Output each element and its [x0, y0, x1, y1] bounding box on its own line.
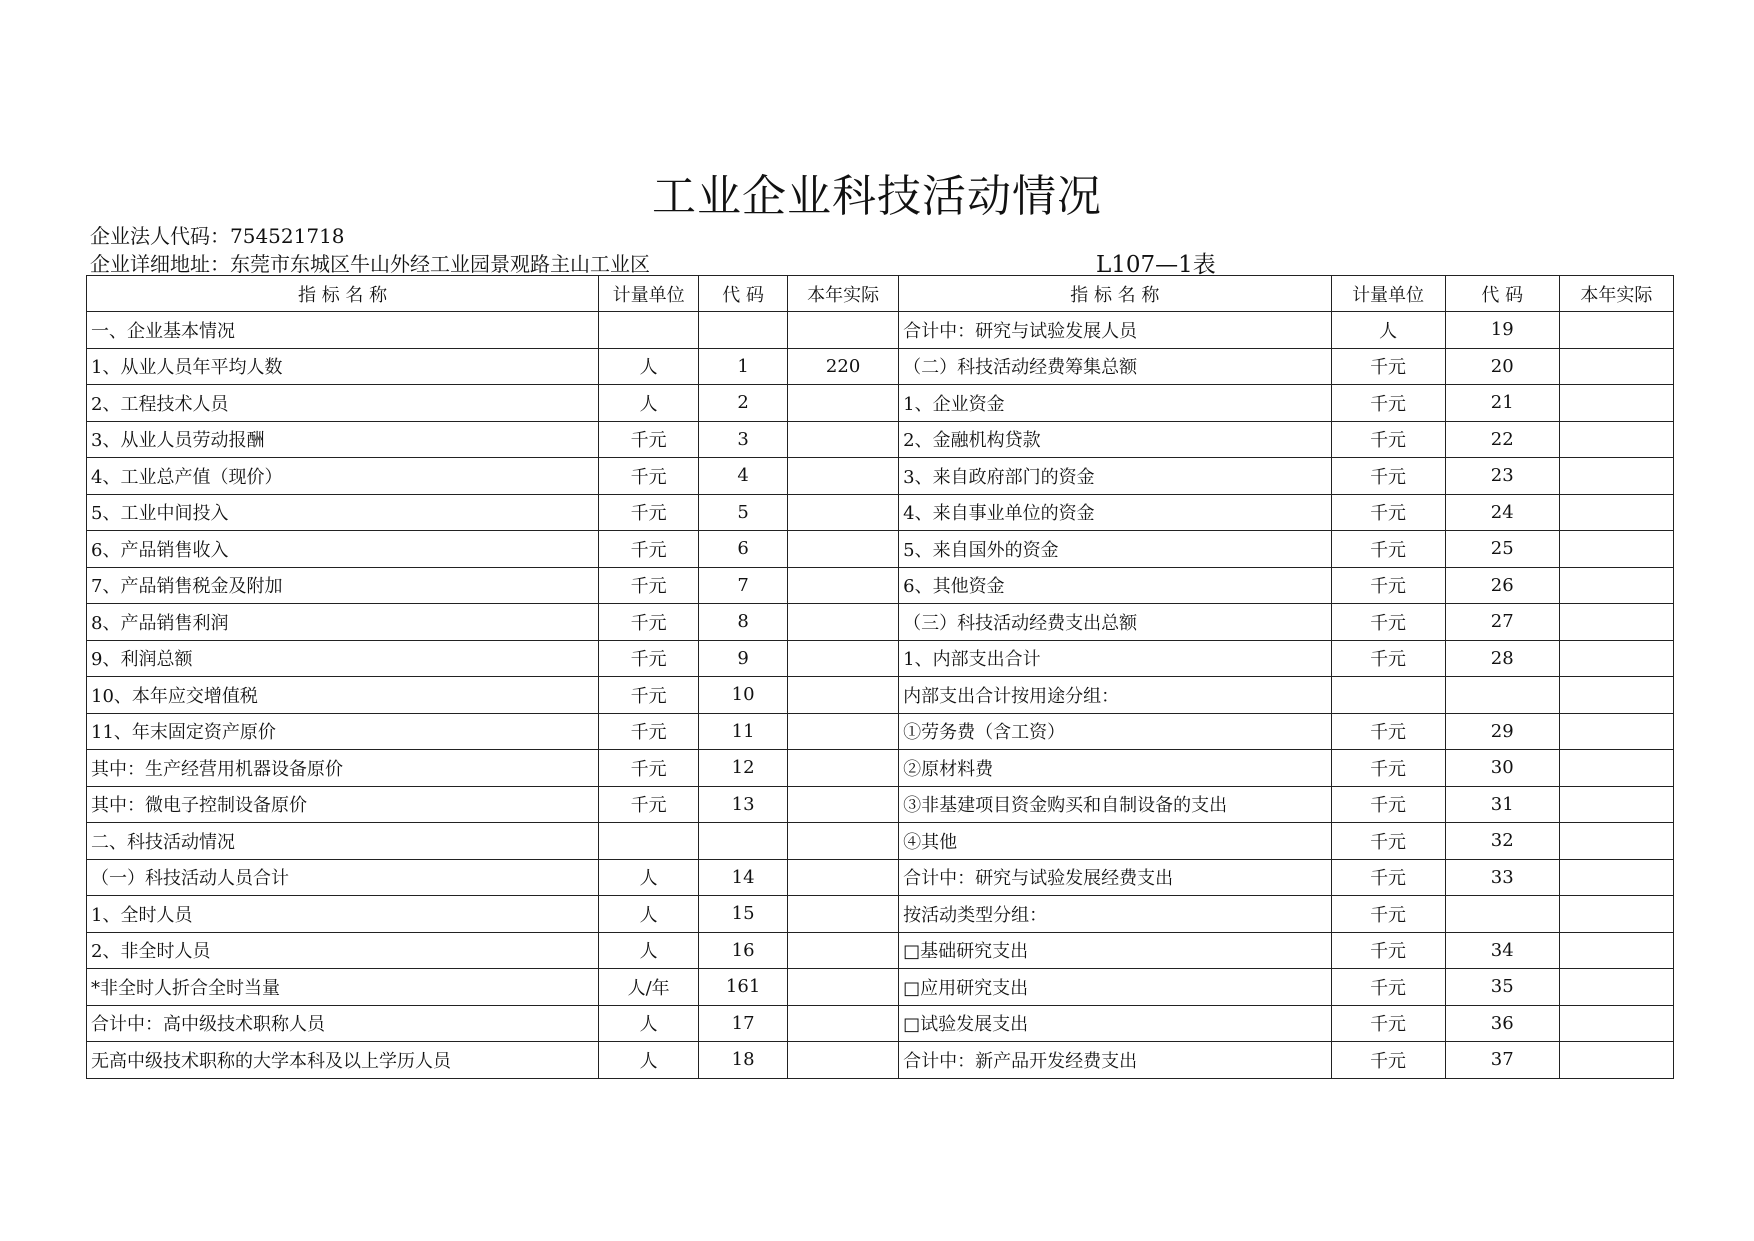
row-code-right: 34 — [1445, 932, 1559, 969]
row-code-right — [1445, 896, 1559, 933]
row-unit — [599, 823, 699, 860]
row-code-right: 22 — [1445, 421, 1559, 458]
row-indicator-name-right: 4、来自事业单位的资金 — [899, 494, 1331, 531]
row-actual-value-right[interactable] — [1559, 421, 1673, 458]
row-actual-value-right[interactable] — [1559, 677, 1673, 714]
table-row — [87, 1042, 1674, 1079]
row-indicator-name: 无高中级技术职称的大学本科及以上学历人员 — [87, 1042, 599, 1079]
row-indicator-name: （一）科技活动人员合计 — [87, 859, 599, 896]
table-row — [87, 348, 1674, 385]
row-code-right: 20 — [1445, 348, 1559, 385]
row-indicator-name-right: 内部支出合计按用途分组： — [899, 677, 1331, 714]
row-unit-right: 千元 — [1331, 348, 1445, 385]
row-code: 14 — [699, 859, 788, 896]
row-code-right — [1445, 677, 1559, 714]
form-number: L107—1表 — [1096, 252, 1216, 278]
row-indicator-name: 二、科技活动情况 — [87, 823, 599, 860]
row-indicator-name: 5、工业中间投入 — [87, 494, 599, 531]
table-row — [87, 859, 1674, 896]
row-indicator-name-right: □基础研究支出 — [899, 932, 1331, 969]
row-indicator-name: 2、工程技术人员 — [87, 385, 599, 422]
row-code: 18 — [699, 1042, 788, 1079]
row-code-right: 27 — [1445, 604, 1559, 641]
table-row — [87, 786, 1674, 823]
row-unit: 人 — [599, 859, 699, 896]
row-unit-right: 千元 — [1331, 458, 1445, 495]
row-unit: 千元 — [599, 494, 699, 531]
row-unit-right: 千元 — [1331, 969, 1445, 1006]
header-unit: 计量单位 — [599, 276, 699, 312]
table-row — [87, 1005, 1674, 1042]
row-indicator-name: 3、从业人员劳动报酬 — [87, 421, 599, 458]
row-unit-right: 千元 — [1331, 713, 1445, 750]
row-unit: 千元 — [599, 750, 699, 787]
row-indicator-name: 8、产品销售利润 — [87, 604, 599, 641]
row-actual-value-right[interactable] — [1559, 385, 1673, 422]
row-unit-right: 千元 — [1331, 750, 1445, 787]
row-actual-value[interactable] — [788, 786, 899, 823]
table-row — [87, 823, 1674, 860]
table-row — [87, 312, 1674, 349]
header-code: 代 码 — [699, 276, 788, 312]
table-row — [87, 750, 1674, 787]
row-actual-value[interactable] — [788, 750, 899, 787]
row-indicator-name-right: 合计中：研究与试验发展经费支出 — [899, 859, 1331, 896]
row-code: 9 — [699, 640, 788, 677]
row-code: 15 — [699, 896, 788, 933]
table-header-row — [87, 276, 1674, 312]
table-row — [87, 896, 1674, 933]
row-actual-value-right[interactable] — [1559, 567, 1673, 604]
row-unit: 千元 — [599, 677, 699, 714]
row-code-right: 37 — [1445, 1042, 1559, 1079]
row-indicator-name-right: 合计中：新产品开发经费支出 — [899, 1042, 1331, 1079]
row-unit: 人/年 — [599, 969, 699, 1006]
row-code-right: 29 — [1445, 713, 1559, 750]
table-row — [87, 713, 1674, 750]
row-code: 16 — [699, 932, 788, 969]
row-actual-value-right[interactable] — [1559, 531, 1673, 568]
row-unit-right: 千元 — [1331, 932, 1445, 969]
row-indicator-name-right: 按活动类型分组： — [899, 896, 1331, 933]
row-code-right: 31 — [1445, 786, 1559, 823]
row-actual-value[interactable] — [788, 896, 899, 933]
row-code-right: 24 — [1445, 494, 1559, 531]
header-indicator-name: 指 标 名 称 — [87, 276, 599, 312]
enterprise-address-label: 企业详细地址： — [90, 252, 230, 276]
row-code: 5 — [699, 494, 788, 531]
row-code: 6 — [699, 531, 788, 568]
row-actual-value[interactable] — [788, 677, 899, 714]
row-unit: 千元 — [599, 567, 699, 604]
row-actual-value-right[interactable] — [1559, 750, 1673, 787]
row-actual-value-right[interactable] — [1559, 896, 1673, 933]
row-unit-right: 千元 — [1331, 823, 1445, 860]
row-code: 8 — [699, 604, 788, 641]
row-indicator-name: 1、从业人员年平均人数 — [87, 348, 599, 385]
table-row — [87, 494, 1674, 531]
indicator-table — [86, 275, 1674, 1079]
enterprise-address-value: 东莞市东城区牛山外经工业园景观路主山工业区 — [230, 252, 650, 276]
row-actual-value-right[interactable] — [1559, 713, 1673, 750]
row-actual-value[interactable] — [788, 421, 899, 458]
row-actual-value-right[interactable] — [1559, 1005, 1673, 1042]
header-actual: 本年实际 — [788, 276, 899, 312]
row-actual-value[interactable] — [788, 312, 899, 349]
row-unit: 千元 — [599, 713, 699, 750]
row-indicator-name: 11、年末固定资产原价 — [87, 713, 599, 750]
row-code: 1 — [699, 348, 788, 385]
header-unit-right: 计量单位 — [1331, 276, 1445, 312]
row-actual-value[interactable] — [788, 458, 899, 495]
row-code: 10 — [699, 677, 788, 714]
row-unit-right: 千元 — [1331, 421, 1445, 458]
row-unit: 千元 — [599, 604, 699, 641]
row-unit: 千元 — [599, 640, 699, 677]
row-actual-value-right[interactable] — [1559, 348, 1673, 385]
row-unit: 人 — [599, 1042, 699, 1079]
row-indicator-name: *非全时人折合全时当量 — [87, 969, 599, 1006]
row-indicator-name-right: ③非基建项目资金购买和自制设备的支出 — [899, 786, 1331, 823]
header-code-right: 代 码 — [1445, 276, 1559, 312]
row-unit-right: 千元 — [1331, 640, 1445, 677]
row-actual-value[interactable] — [788, 640, 899, 677]
row-actual-value[interactable] — [788, 859, 899, 896]
row-unit: 千元 — [599, 531, 699, 568]
row-indicator-name: 9、利润总额 — [87, 640, 599, 677]
row-unit-right: 千元 — [1331, 1042, 1445, 1079]
row-unit: 人 — [599, 1005, 699, 1042]
row-actual-value[interactable]: 220 — [788, 348, 899, 385]
table-row — [87, 604, 1674, 641]
enterprise-address-line — [90, 248, 650, 277]
row-unit-right — [1331, 677, 1445, 714]
header-actual-right: 本年实际 — [1559, 276, 1673, 312]
row-indicator-name-right: 合计中：研究与试验发展人员 — [899, 312, 1331, 349]
row-unit: 千元 — [599, 786, 699, 823]
row-unit: 人 — [599, 385, 699, 422]
row-actual-value-right[interactable] — [1559, 932, 1673, 969]
enterprise-code-value: 754521718 — [230, 224, 345, 248]
row-code: 11 — [699, 713, 788, 750]
row-indicator-name-right: （三）科技活动经费支出总额 — [899, 604, 1331, 641]
row-code-right: 35 — [1445, 969, 1559, 1006]
row-code: 17 — [699, 1005, 788, 1042]
row-actual-value-right[interactable] — [1559, 969, 1673, 1006]
row-code-right: 28 — [1445, 640, 1559, 677]
row-unit-right: 千元 — [1331, 567, 1445, 604]
row-indicator-name: 4、工业总产值（现价） — [87, 458, 599, 495]
table-row — [87, 421, 1674, 458]
row-indicator-name-right: 1、内部支出合计 — [899, 640, 1331, 677]
row-unit-right: 千元 — [1331, 385, 1445, 422]
row-indicator-name: 其中：生产经营用机器设备原价 — [87, 750, 599, 787]
row-actual-value[interactable] — [788, 823, 899, 860]
row-unit: 人 — [599, 896, 699, 933]
row-code: 3 — [699, 421, 788, 458]
row-indicator-name: 其中：微电子控制设备原价 — [87, 786, 599, 823]
row-unit-right: 千元 — [1331, 531, 1445, 568]
table-row — [87, 677, 1674, 714]
row-unit — [599, 312, 699, 349]
row-code: 12 — [699, 750, 788, 787]
row-actual-value[interactable] — [788, 385, 899, 422]
row-actual-value-right[interactable] — [1559, 640, 1673, 677]
row-actual-value[interactable] — [788, 567, 899, 604]
row-unit-right: 千元 — [1331, 859, 1445, 896]
row-indicator-name-right: ②原材料费 — [899, 750, 1331, 787]
row-code-right: 36 — [1445, 1005, 1559, 1042]
page-title: 工业企业科技活动情况 — [652, 171, 1102, 222]
row-code: 2 — [699, 385, 788, 422]
row-unit-right: 千元 — [1331, 1005, 1445, 1042]
row-code-right: 33 — [1445, 859, 1559, 896]
row-unit-right: 人 — [1331, 312, 1445, 349]
row-indicator-name: 一、企业基本情况 — [87, 312, 599, 349]
row-indicator-name-right: □应用研究支出 — [899, 969, 1331, 1006]
row-indicator-name-right: 6、其他资金 — [899, 567, 1331, 604]
row-unit: 人 — [599, 348, 699, 385]
row-code-right: 26 — [1445, 567, 1559, 604]
row-unit-right: 千元 — [1331, 604, 1445, 641]
row-code: 7 — [699, 567, 788, 604]
enterprise-code-line — [90, 220, 345, 249]
row-unit-right: 千元 — [1331, 494, 1445, 531]
row-actual-value-right[interactable] — [1559, 458, 1673, 495]
row-code — [699, 823, 788, 860]
row-code — [699, 312, 788, 349]
row-unit: 千元 — [599, 458, 699, 495]
row-code-right: 19 — [1445, 312, 1559, 349]
row-actual-value[interactable] — [788, 969, 899, 1006]
row-indicator-name-right: 5、来自国外的资金 — [899, 531, 1331, 568]
row-actual-value[interactable] — [788, 494, 899, 531]
table-row — [87, 385, 1674, 422]
table-row — [87, 932, 1674, 969]
row-indicator-name-right: □试验发展支出 — [899, 1005, 1331, 1042]
row-indicator-name-right: （二）科技活动经费筹集总额 — [899, 348, 1331, 385]
row-unit-right: 千元 — [1331, 786, 1445, 823]
row-actual-value-right[interactable] — [1559, 604, 1673, 641]
row-actual-value[interactable] — [788, 932, 899, 969]
row-code-right: 30 — [1445, 750, 1559, 787]
row-actual-value[interactable] — [788, 1005, 899, 1042]
row-actual-value-right[interactable] — [1559, 494, 1673, 531]
row-unit-right: 千元 — [1331, 896, 1445, 933]
row-actual-value-right[interactable] — [1559, 823, 1673, 860]
row-code: 4 — [699, 458, 788, 495]
row-actual-value-right[interactable] — [1559, 786, 1673, 823]
row-indicator-name: 7、产品销售税金及附加 — [87, 567, 599, 604]
row-indicator-name: 2、非全时人员 — [87, 932, 599, 969]
row-actual-value[interactable] — [788, 1042, 899, 1079]
row-code-right: 32 — [1445, 823, 1559, 860]
row-indicator-name-right: 3、来自政府部门的资金 — [899, 458, 1331, 495]
row-code-right: 25 — [1445, 531, 1559, 568]
row-actual-value-right[interactable] — [1559, 312, 1673, 349]
row-actual-value[interactable] — [788, 713, 899, 750]
table-row — [87, 969, 1674, 1006]
header-indicator-name-right: 指 标 名 称 — [899, 276, 1331, 312]
table-row — [87, 640, 1674, 677]
row-indicator-name: 6、产品销售收入 — [87, 531, 599, 568]
table-row — [87, 458, 1674, 495]
row-code: 161 — [699, 969, 788, 1006]
row-unit: 千元 — [599, 421, 699, 458]
row-actual-value[interactable] — [788, 531, 899, 568]
row-unit: 人 — [599, 932, 699, 969]
row-indicator-name: 1、全时人员 — [87, 896, 599, 933]
row-indicator-name-right: 1、企业资金 — [899, 385, 1331, 422]
row-actual-value-right[interactable] — [1559, 859, 1673, 896]
table-row — [87, 567, 1674, 604]
row-code: 13 — [699, 786, 788, 823]
row-indicator-name: 合计中：高中级技术职称人员 — [87, 1005, 599, 1042]
row-actual-value[interactable] — [788, 604, 899, 641]
row-actual-value-right[interactable] — [1559, 1042, 1673, 1079]
row-code-right: 21 — [1445, 385, 1559, 422]
table-row — [87, 531, 1674, 568]
row-indicator-name-right: ①劳务费（含工资） — [899, 713, 1331, 750]
enterprise-code-label: 企业法人代码： — [90, 224, 230, 248]
row-code-right: 23 — [1445, 458, 1559, 495]
row-indicator-name: 10、本年应交增值税 — [87, 677, 599, 714]
row-indicator-name-right: ④其他 — [899, 823, 1331, 860]
row-indicator-name-right: 2、金融机构贷款 — [899, 421, 1331, 458]
